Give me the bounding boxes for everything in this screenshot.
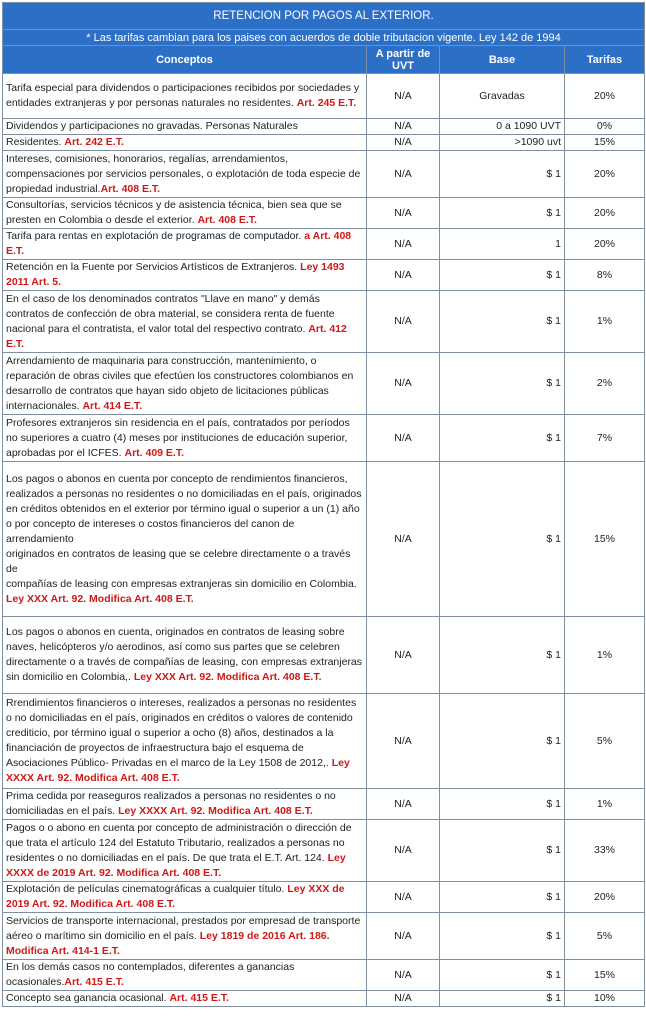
uvt-cell: N/A (367, 913, 440, 960)
concepto-text: Servicios de transporte internacional, prestados por empresad de transporte aéreo o marítimo sin domicilio en el país. (6, 914, 361, 942)
concepto-cell (3, 882, 367, 913)
concepto-cell (3, 617, 367, 694)
base-cell: $ 1 (440, 198, 565, 229)
tarifa-cell: 1% (565, 617, 645, 694)
tarifa-cell: 1% (565, 789, 645, 820)
uvt-cell: N/A (367, 617, 440, 694)
legal-reference: Art. 245 E.T. (296, 97, 357, 109)
table-row (3, 960, 645, 991)
base-cell: $ 1 (440, 789, 565, 820)
tarifa-cell: 8% (565, 260, 645, 291)
uvt-cell: N/A (367, 462, 440, 617)
legal-reference: Art. 408 E.T. (197, 214, 257, 226)
base-cell: $ 1 (440, 151, 565, 198)
concepto-text: Intereses, comisiones, honorarios, regalías, arrendamientos, compensaciones por servicios personales, o explotación de toda especie de propiedad industrial. (6, 152, 361, 195)
concepto-cell (3, 913, 367, 960)
concepto-cell (3, 291, 367, 353)
legal-reference: Art. 415 E.T. (169, 992, 229, 1004)
tarifa-cell: 15% (565, 960, 645, 991)
concepto-cell (3, 119, 367, 135)
legal-reference: Art. 414 E.T. (82, 399, 142, 412)
concepto-cell (3, 960, 367, 991)
base-cell: Gravadas (440, 74, 565, 119)
retention-table (2, 2, 645, 1007)
base-cell: $ 1 (440, 960, 565, 991)
uvt-cell: N/A (367, 198, 440, 229)
base-cell: $ 1 (440, 882, 565, 913)
base-cell: $ 1 (440, 353, 565, 415)
concepto-text: Los pagos o abonos en cuenta, originados en contratos de leasing sobre naves, helicópteros y/o aerodinos, así como sus partes que se celebren directamente o a través de compañías de leasing, con empresas extranjeras sin domicilio en Colombia,. (6, 626, 363, 683)
table-row (3, 694, 645, 789)
legal-reference: Art. 412 E.T. (6, 322, 347, 350)
table-row (3, 198, 645, 229)
base-cell: 0 a 1090 UVT (440, 119, 565, 135)
uvt-cell: N/A (367, 991, 440, 1007)
subtitle-row (3, 30, 645, 46)
table-row (3, 789, 645, 820)
concepto-text: Pagos o o abono en cuenta por concepto de administración o dirección de que trata el artículo 124 del Estatuto Tributario, realizados a personas no residentes o no domiciliadas en el país. De que trata el E.T. Art. 124. (6, 821, 352, 864)
table-row (3, 353, 645, 415)
legal-reference: Art. 415 E.T. (64, 976, 124, 988)
table-row (3, 913, 645, 960)
concepto-cell (3, 462, 367, 617)
concepto-text: Explotación de películas cinematográficas a cualquier título. (6, 883, 288, 895)
tarifa-cell: 20% (565, 151, 645, 198)
table-row (3, 151, 645, 198)
concepto-text: Tarifa para rentas en explotación de programas de computador. (6, 230, 305, 242)
tarifa-cell: 20% (565, 74, 645, 119)
table-row (3, 119, 645, 135)
header-tarifas: Tarifas (565, 46, 645, 74)
tarifa-cell: 10% (565, 991, 645, 1007)
base-cell: >1090 uvt (440, 135, 565, 151)
legal-reference: Ley XXXX de 2019 Art. 92. Modifica Art. 408 E.T. (6, 851, 346, 879)
concepto-cell (3, 353, 367, 415)
concepto-text: Consultorías, servicios técnicos y de asistencia técnica, bien sea que se presten en Colombia o desde el exterior. (6, 199, 342, 226)
base-cell: $ 1 (440, 260, 565, 291)
concepto-cell (3, 415, 367, 462)
uvt-cell: N/A (367, 882, 440, 913)
table-subtitle: * Las tarifas cambian para los paises con acuerdos de doble tributacion vigente. Ley 142 de 1994 (3, 30, 645, 46)
concepto-cell (3, 151, 367, 198)
title-row (3, 3, 645, 30)
legal-reference: Ley XXX de 2019 Art. 92. Modifica Art. 408 E.T. (6, 883, 345, 910)
concepto-cell (3, 135, 367, 151)
uvt-cell: N/A (367, 353, 440, 415)
base-cell: $ 1 (440, 415, 565, 462)
concepto-cell (3, 820, 367, 882)
table-row (3, 991, 645, 1007)
concepto-text: Prima cedida por reaseguros realizados a personas no residentes o no domiciliadas en el país. (6, 790, 336, 817)
uvt-cell: N/A (367, 229, 440, 260)
concepto-text: Los pagos o abonos en cuenta por concepto de rendimientos financieros, realizados a personas no residentes o no domiciliadas en el país, originados en créditos obtenidos en el exterior por término igual o superior a un (1) año o por concepto de intereses o costos financieros del canon de arrendamiento originados en contratos de leasing que se celebre directamente o a través de compañías de leasing con empresas extranjeras sin domicilio en Colombia. (6, 472, 362, 590)
concepto-text: Tarifa especial para dividendos o participaciones recibidos por sociedades y entidades extranjeras y por personas naturales no residentes. (6, 82, 360, 109)
tarifa-cell: 5% (565, 913, 645, 960)
base-cell: $ 1 (440, 617, 565, 694)
tarifa-cell: 20% (565, 229, 645, 260)
table-row (3, 74, 645, 119)
table-row (3, 135, 645, 151)
legal-reference: a Art. 408 E.T. (6, 230, 352, 257)
base-cell: $ 1 (440, 694, 565, 789)
concepto-text: Profesores extranjeros sin residencia en el país, contratados por períodos no superiores a cuatro (4) meses por instituciones de educación superior, aprobadas por el ICFES. (6, 416, 350, 459)
table-row (3, 415, 645, 462)
concepto-text: Arrendamiento de maquinaria para construcción, mantenimiento, o reparación de obras civiles que efectúen los constructores colombianos en desarrollo de contratos que hayan sido objeto de licitaciones públicas internacionales. (6, 354, 354, 412)
tarifa-cell: 1% (565, 291, 645, 353)
uvt-cell: N/A (367, 151, 440, 198)
legal-reference: Ley 1819 de 2016 Art. 186. Modifica Art. 414-1 E.T. (6, 929, 330, 957)
uvt-cell: N/A (367, 260, 440, 291)
base-cell: $ 1 (440, 291, 565, 353)
legal-reference: Art. 408 E.T. (100, 182, 161, 195)
base-cell: $ 1 (440, 991, 565, 1007)
legal-reference: Art. 409 E.T. (124, 446, 185, 459)
tarifa-cell: 15% (565, 462, 645, 617)
concepto-text: Concepto sea ganancia ocasional. (6, 992, 170, 1004)
concepto-text: Retención en la Fuente por Servicios Artísticos de Extranjeros. (6, 261, 301, 273)
tarifa-cell: 5% (565, 694, 645, 789)
concepto-cell (3, 198, 367, 229)
base-cell: $ 1 (440, 913, 565, 960)
concepto-cell (3, 260, 367, 291)
tarifa-cell: 20% (565, 882, 645, 913)
base-cell: $ 1 (440, 820, 565, 882)
base-cell: $ 1 (440, 462, 565, 617)
header-uvt: A partir de UVT (367, 46, 440, 74)
concepto-cell (3, 229, 367, 260)
concepto-cell (3, 991, 367, 1007)
uvt-cell: N/A (367, 135, 440, 151)
table-title: RETENCION POR PAGOS AL EXTERIOR. (3, 3, 645, 30)
tarifa-cell: 15% (565, 135, 645, 151)
header-base: Base (440, 46, 565, 74)
uvt-cell: N/A (367, 291, 440, 353)
uvt-cell: N/A (367, 74, 440, 119)
table-row (3, 291, 645, 353)
concepto-text: En el caso de los denominados contratos "Llave en mano" y demás contratos de confección de obra material, se considera renta de fuente nacional para el contratista, el valor total del respectivo contrato. (6, 292, 335, 335)
table-body (3, 74, 645, 1007)
uvt-cell: N/A (367, 415, 440, 462)
tarifa-cell: 7% (565, 415, 645, 462)
legal-reference: Art. 242 E.T. (64, 136, 124, 148)
tarifa-cell: 0% (565, 119, 645, 135)
table-row (3, 229, 645, 260)
base-cell: 1 (440, 229, 565, 260)
legal-reference: Ley XXXX Art. 92. Modifica Art. 408 E.T. (118, 805, 313, 817)
uvt-cell: N/A (367, 960, 440, 991)
legal-reference: Ley XXX Art. 92. Modifica Art. 408 E.T. (133, 671, 322, 683)
table-row (3, 820, 645, 882)
header-conceptos: Conceptos (3, 46, 367, 74)
table-row (3, 882, 645, 913)
concepto-text: Rrendimientos financieros o intereses, realizados a personas no residentes o no domiciliadas en el país, originados en créditos o valores de contenido crediticio, por término igual o superior a ocho (8) años, destinados a la financiación de proyectos de infraestructura bajo el esquema de Asociaciones Público- Privadas en el marco de la Ley 1508 de 2012,. (6, 697, 357, 769)
legal-reference: Ley XXXX Art. 92. Modifica Art. 408 E.T. (6, 757, 350, 784)
tarifa-cell: 2% (565, 353, 645, 415)
concepto-text: En los demás casos no contemplados, diferentes a ganancias ocasionales. (6, 961, 295, 988)
tarifa-cell: 20% (565, 198, 645, 229)
legal-reference: Ley XXX Art. 92. Modifica Art. 408 E.T. (6, 592, 194, 605)
table-row (3, 462, 645, 617)
concepto-text: Residentes. (6, 136, 65, 148)
table-row (3, 260, 645, 291)
concepto-cell (3, 789, 367, 820)
tarifa-cell: 33% (565, 820, 645, 882)
table-row (3, 617, 645, 694)
legal-reference: Ley 1493 2011 Art. 5. (6, 261, 345, 288)
concepto-text: Dividendos y participaciones no gravadas. Personas Naturales (6, 120, 298, 132)
concepto-cell (3, 694, 367, 789)
concepto-cell (3, 74, 367, 119)
uvt-cell: N/A (367, 119, 440, 135)
uvt-cell: N/A (367, 789, 440, 820)
header-row (3, 46, 645, 74)
uvt-cell: N/A (367, 694, 440, 789)
uvt-cell: N/A (367, 820, 440, 882)
